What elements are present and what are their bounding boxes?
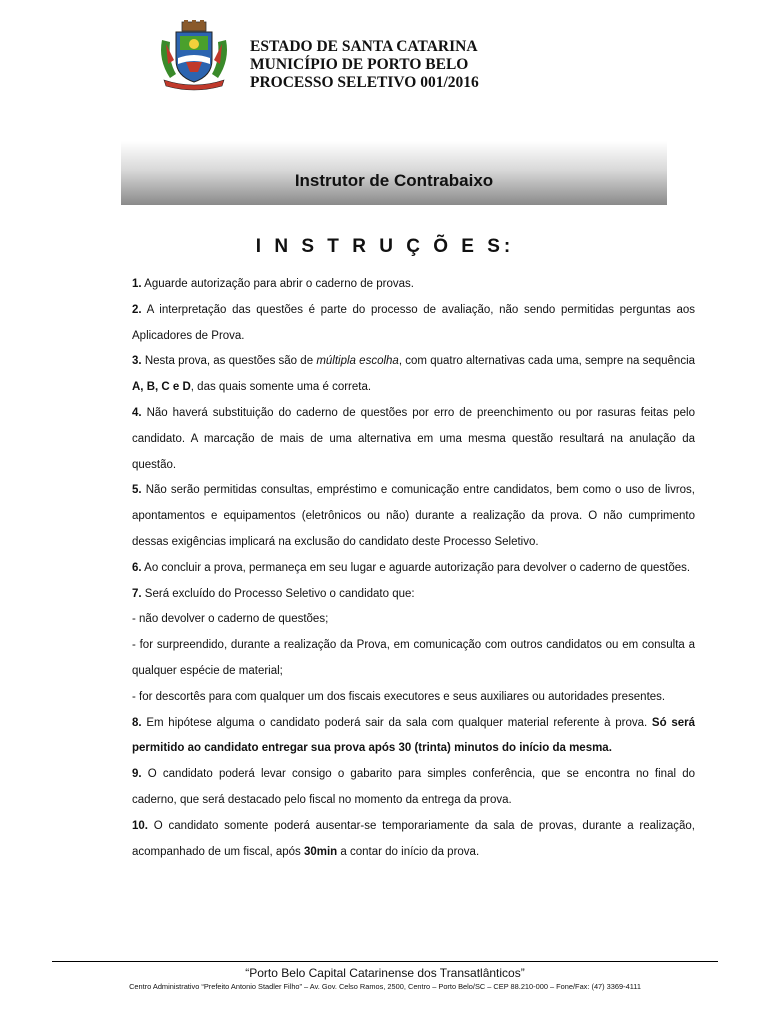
header-process: PROCESSO SELETIVO 001/2016 xyxy=(250,74,479,91)
instructions-heading: I N S T R U Ç Õ E S: xyxy=(255,236,515,257)
exam-title-banner xyxy=(121,141,667,205)
instruction-item: 6. Ao concluir a prova, permaneça em seu lugar e aguarde autorização para devolver o caderno de questões. xyxy=(132,561,691,574)
footer-address: Centro Administrativo “Prefeito Antonio Stadler Filho” – Av. Gov. Celso Ramos, 2500, Centro – Porto Belo/SC – CEP 88.210-000 – Fone/Fax: (47) 3369-4111 xyxy=(129,982,641,991)
footer-motto: “Porto Belo Capital Catarinense dos Transatlânticos” xyxy=(245,966,525,980)
instruction-item: 2. A interpretação das questões é parte do processo de avaliação, não sendo permitidas perguntas aos Aplicadores de Prova. xyxy=(132,303,695,342)
instruction-subitem: - for descortês para com qualquer um dos fiscais executores e seus auxiliares ou autoridades presentes. xyxy=(132,690,666,703)
instructions-list xyxy=(132,272,695,865)
footer-divider xyxy=(52,961,718,962)
instruction-subitem: - não devolver o caderno de questões; xyxy=(132,613,329,626)
exam-title: Instrutor de Contrabaixo xyxy=(294,171,494,190)
header-municipality: MUNICÍPIO DE PORTO BELO xyxy=(250,56,469,73)
instruction-item: 4. Não haverá substituição do caderno de questões por erro de preenchimento ou por rasuras feitas pelo candidato. A marcação de mais de uma alternativa em uma mesma questão resultará na anulação da questão. xyxy=(132,406,695,471)
municipal-crest-icon xyxy=(156,20,232,92)
instruction-item: 9. O candidato poderá levar consigo o gabarito para simples conferência, que se encontra no final do caderno, que será destacado pelo fiscal no momento da entrega da prova. xyxy=(132,768,695,806)
instruction-item: 1. Aguarde autorização para abrir o caderno de provas. xyxy=(132,278,414,290)
instruction-item: 3. Nesta prova, as questões são de múltipla escolha, com quatro alternativas cada uma, sempre na sequência A, B, C e D, das quais somente uma é correta. xyxy=(132,355,696,394)
header-title-block xyxy=(250,38,479,92)
instruction-subitem: - for surpreendido, durante a realização da Prova, em comunicação com outros candidatos ou em consulta a qualquer espécie de material; xyxy=(132,639,695,677)
instruction-item: 7. Será excluído do Processo Seletivo o candidato que: xyxy=(132,587,415,600)
header-state: ESTADO DE SANTA CATARINA xyxy=(250,38,478,55)
instruction-item: 8. Em hipótese alguma o candidato poderá sair da sala com qualquer material referente à prova. Só será permitido ao candidato entregar sua prova após 30 (trinta) minutos do início da mesma. xyxy=(132,716,696,755)
instruction-item: 5. Não serão permitidas consultas, empréstimo e comunicação entre candidatos, bem como o uso de livros, apontamentos e equipamentos (eletrônicos ou não) durante a realização da prova. O não cumprimento dessas exigências implicará na exclusão do candidato deste Processo Seletivo. xyxy=(132,484,695,548)
instruction-item: 10. O candidato somente poderá ausentar-se temporariamente da sala de provas, durante a realização, acompanhado de um fiscal, após 30min a contar do início da prova. xyxy=(132,819,696,858)
